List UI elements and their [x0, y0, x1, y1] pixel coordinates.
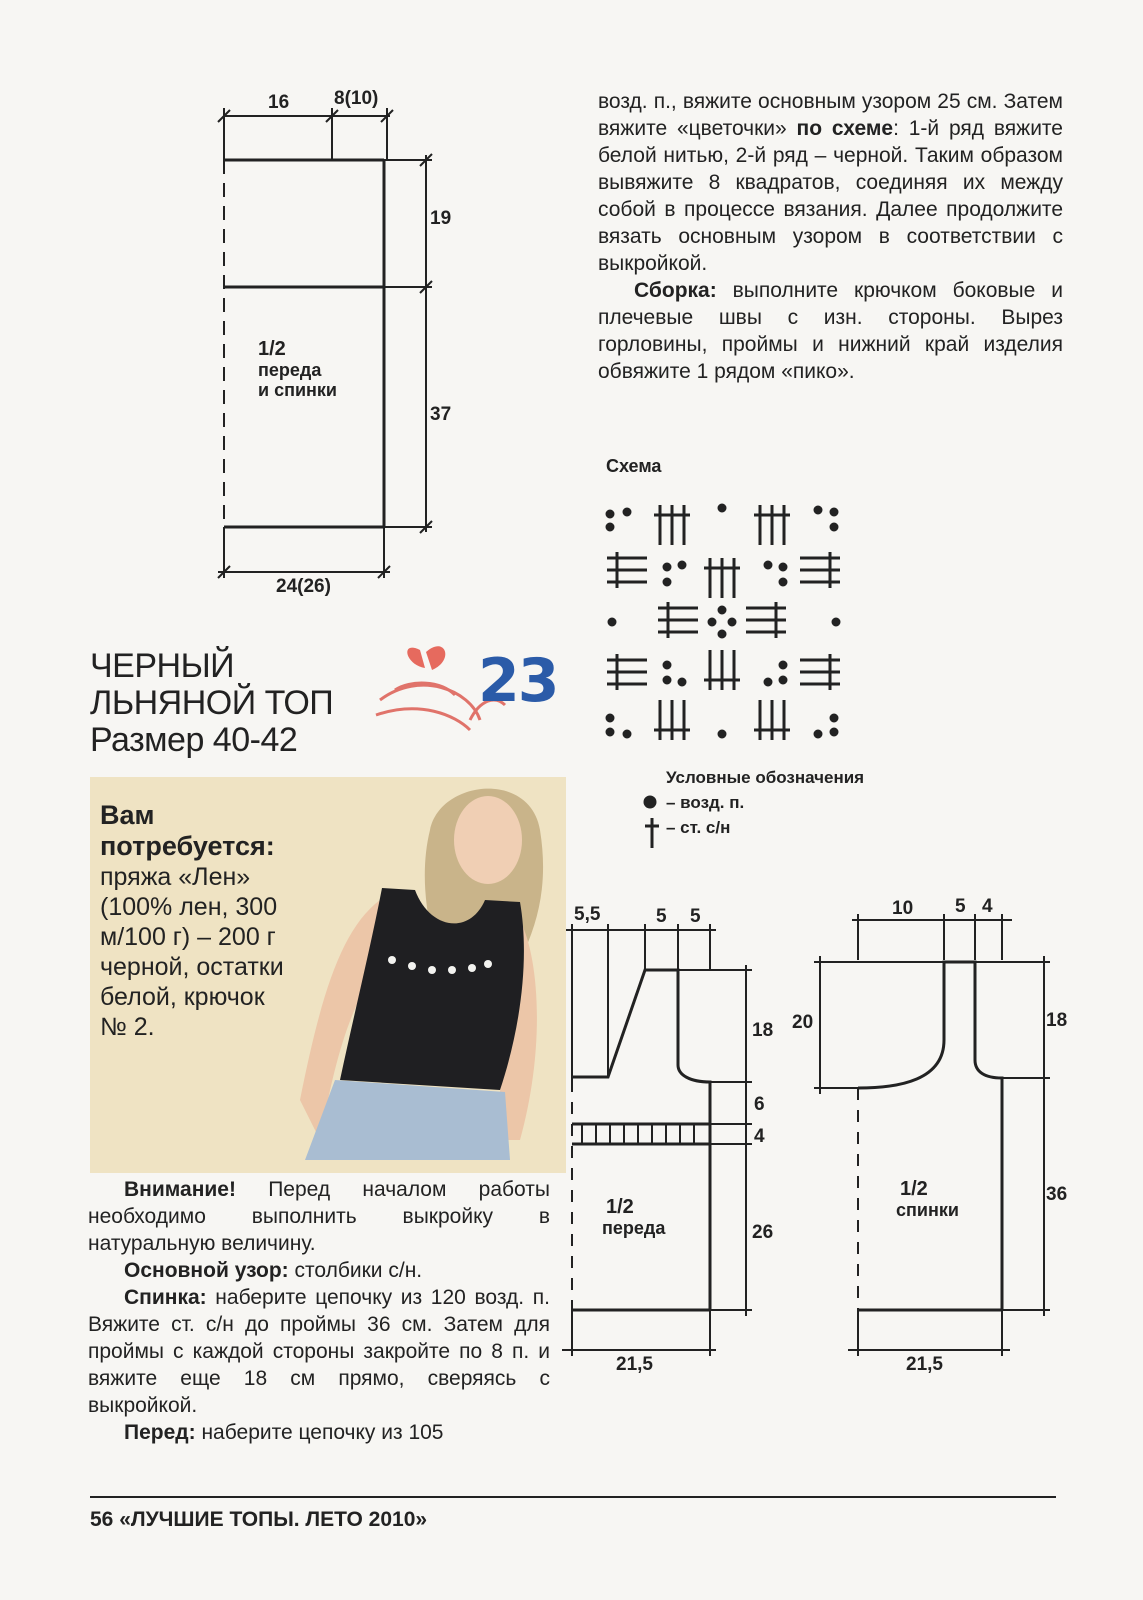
front-dim-r1: 18 — [752, 1020, 774, 1041]
attention-heading: Внимание! — [124, 1178, 236, 1201]
pattern-text: столбики с/н. — [288, 1259, 423, 1282]
dim-right-upper: 19 — [430, 208, 452, 229]
pattern-label-fraction: 1/2 — [258, 338, 286, 360]
attention-text: Перед началом работы необходимо выполнить выкройку в натуральную величину. — [88, 1178, 550, 1255]
legend-dc: – ст. с/н — [666, 818, 731, 837]
p1-bold: по схеме — [796, 117, 894, 140]
legend-chain: – возд. п. — [666, 793, 745, 812]
front-dim-bottom: 21,5 — [616, 1354, 653, 1375]
front-text: наберите цепочку из 105 — [195, 1421, 444, 1444]
back-label-fraction: 1/2 — [900, 1178, 928, 1200]
front-dim-top-2: 5 — [656, 906, 667, 927]
assembly-text: выполните крючком боковые и плечевые швы с изн. стороны. Вырез горловины, проймы и нижний край изделия обвяжите 1 рядом «пико». — [598, 279, 1063, 383]
back-dim-r2: 36 — [1046, 1184, 1068, 1205]
dim-right-lower: 37 — [430, 404, 452, 425]
pattern-heading: Основной узор: — [124, 1259, 289, 1282]
back-text: наберите цепочку из 120 возд. п. Вяжите ст. с/н до проймы 36 см. Затем для проймы с каждой стороны закройте по 8 п. и вяжите еще 18 см прямо, сверяясь с выкройкой. — [88, 1286, 550, 1417]
back-dim-top-3: 4 — [982, 896, 993, 917]
pattern-label-back: и спинки — [258, 380, 337, 400]
front-dim-top-3: 5 — [690, 906, 701, 927]
front-label-name: переда — [602, 1218, 666, 1238]
magazine-name: «ЛУЧШИЕ ТОПЫ. ЛЕТО 2010» — [119, 1508, 428, 1531]
back-dim-top-1: 10 — [892, 898, 914, 919]
materials-text: пряжа «Лен» (100% лен, 300 м/100 г) – 200 г черной, остатки белой, крючок № 2. — [100, 863, 284, 1041]
assembly-heading: Сборка: — [634, 279, 717, 302]
front-dim-r4: 26 — [752, 1222, 774, 1243]
title-line-1: ЧЕРНЫЙ — [90, 647, 235, 685]
front-dim-r2: 6 — [754, 1094, 765, 1115]
back-dim-bottom: 21,5 — [906, 1354, 943, 1375]
p1-after: : 1-й ряд вяжите белой нитью, 2-й ряд – черной. Таким образом вывяжите 8 квадратов, соединяя их между собой в процессе вязания. Далее продолжите вязать основным узором в соответствии с выкройкой. — [598, 117, 1063, 275]
back-dim-top-2: 5 — [955, 896, 966, 917]
page-number: 56 — [90, 1508, 114, 1531]
back-label-name: спинки — [896, 1200, 959, 1220]
front-dim-r3: 4 — [754, 1126, 765, 1147]
title-line-3: Размер 40-42 — [90, 721, 298, 759]
legend-title: Условные обозначения — [666, 768, 865, 787]
materials-title-1: Вам — [100, 800, 155, 830]
page-footer — [90, 1508, 427, 1532]
back-dim-r1: 18 — [1046, 1010, 1068, 1031]
back-dim-left: 20 — [792, 1012, 814, 1033]
title-line-2: ЛЬНЯНОЙ ТОП — [90, 684, 334, 722]
front-label-fraction: 1/2 — [606, 1196, 634, 1218]
scheme-title: Схема — [606, 456, 662, 476]
dim-top-left: 16 — [268, 92, 290, 113]
front-dim-top-1: 5,5 — [574, 904, 601, 925]
dim-bottom: 24(26) — [276, 576, 331, 597]
front-heading: Перед: — [124, 1421, 196, 1444]
article-number: 23 — [478, 646, 558, 716]
materials-title-2: потребуется: — [100, 831, 275, 861]
back-heading: Спинка: — [124, 1286, 207, 1309]
p1-before: возд. п., вяжите основным узором 25 см. Затем вяжите «цветочки» — [598, 90, 1063, 140]
dim-top-right: 8(10) — [334, 88, 379, 109]
pattern-label-front: переда — [258, 360, 322, 380]
